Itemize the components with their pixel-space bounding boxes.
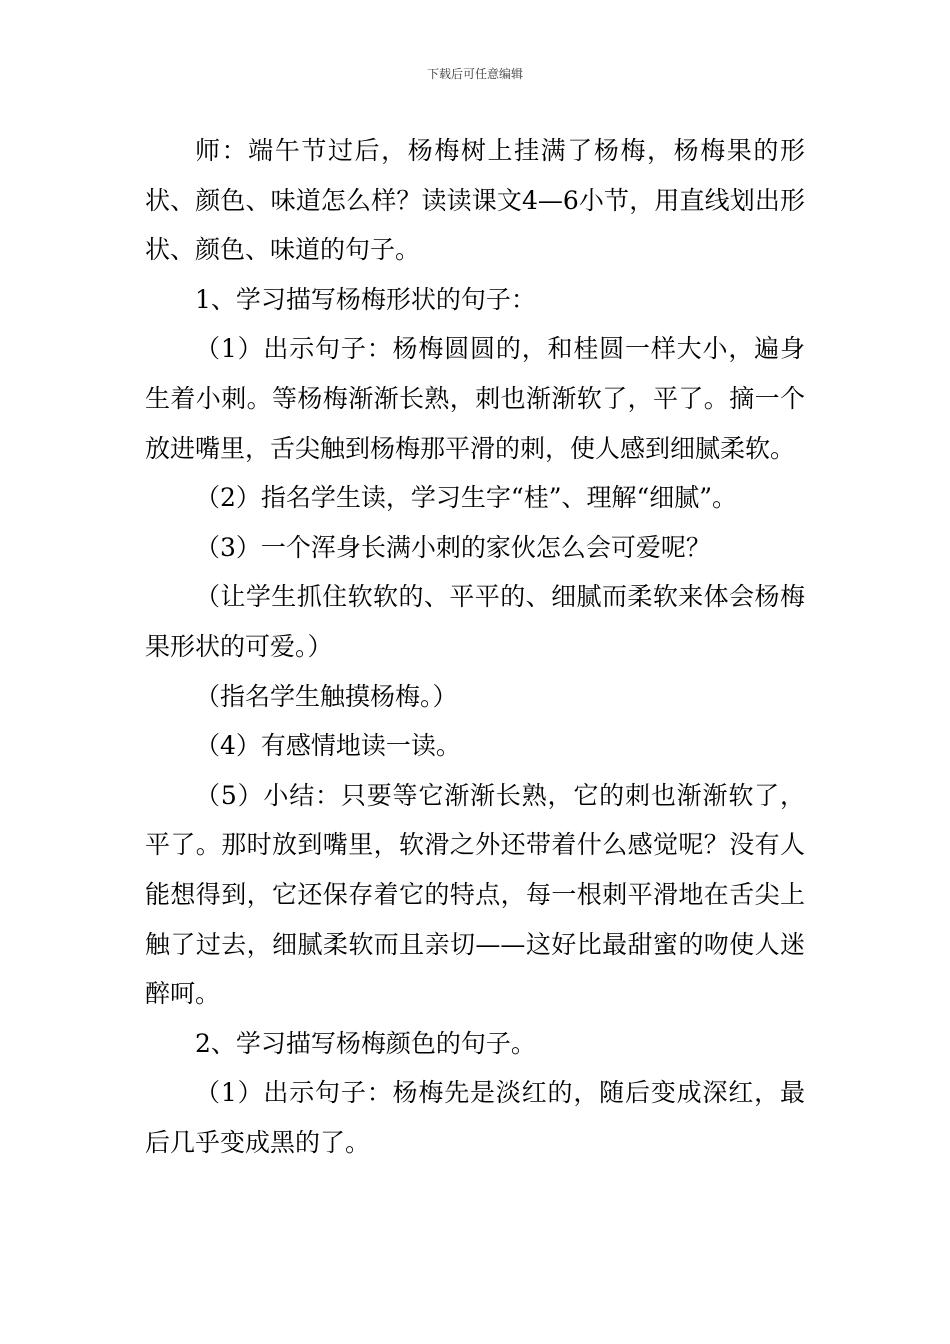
paragraph-shape-step-3: （3）一个浑身长满小刺的家伙怎么会可爱呢？ <box>195 532 711 562</box>
paragraph-shape-summary: （5）小结：只要等它渐渐长熟，它的刺也渐渐软了，平了。那时放到嘴里，软滑之外还带着什么感觉呢？没有人能想得到，它还保存着它的特点，每一根刺平滑地在舌尖上触了过去，细腻柔软而且亲切——这好比最甜蜜的吻使人迷醉呵。 <box>145 780 805 1009</box>
page-header: 下载后可任意编辑 <box>426 67 523 81</box>
paragraph-intro: 师：端午节过后，杨梅树上挂满了杨梅，杨梅果的形状、颜色、味道怎么样？读读课文4—6小节，用直线划出形状、颜色、味道的句子。 <box>145 136 805 265</box>
paragraph-color-sentence: （1）出示句子：杨梅先是淡红的，随后变成深红，最后几乎变成黑的了。 <box>145 1078 805 1157</box>
section-heading-shape: 1、学习描写杨梅形状的句子： <box>195 284 536 314</box>
section-heading-color: 2、学习描写杨梅颜色的句子。 <box>195 1028 536 1058</box>
paragraph-shape-note-2: （指名学生触摸杨梅。） <box>195 681 458 711</box>
paragraph-shape-sentence: （1）出示句子：杨梅圆圆的，和桂圆一样大小，遍身生着小刺。等杨梅渐渐长熟，刺也渐渐软了，平了。摘一个放进嘴里，舌尖触到杨梅那平滑的刺，使人感到细腻柔软。 <box>145 334 805 463</box>
document-body <box>145 126 805 1167</box>
paragraph-shape-step-4: （4）有感情地读一读。 <box>195 731 461 761</box>
paragraph-shape-note-1: （让学生抓住软软的、平平的、细腻而柔软来体会杨梅果形状的可爱。） <box>145 582 805 661</box>
paragraph-shape-step-2: （2）指名学生读，学习生字“桂”、理解“细腻”。 <box>195 483 738 513</box>
